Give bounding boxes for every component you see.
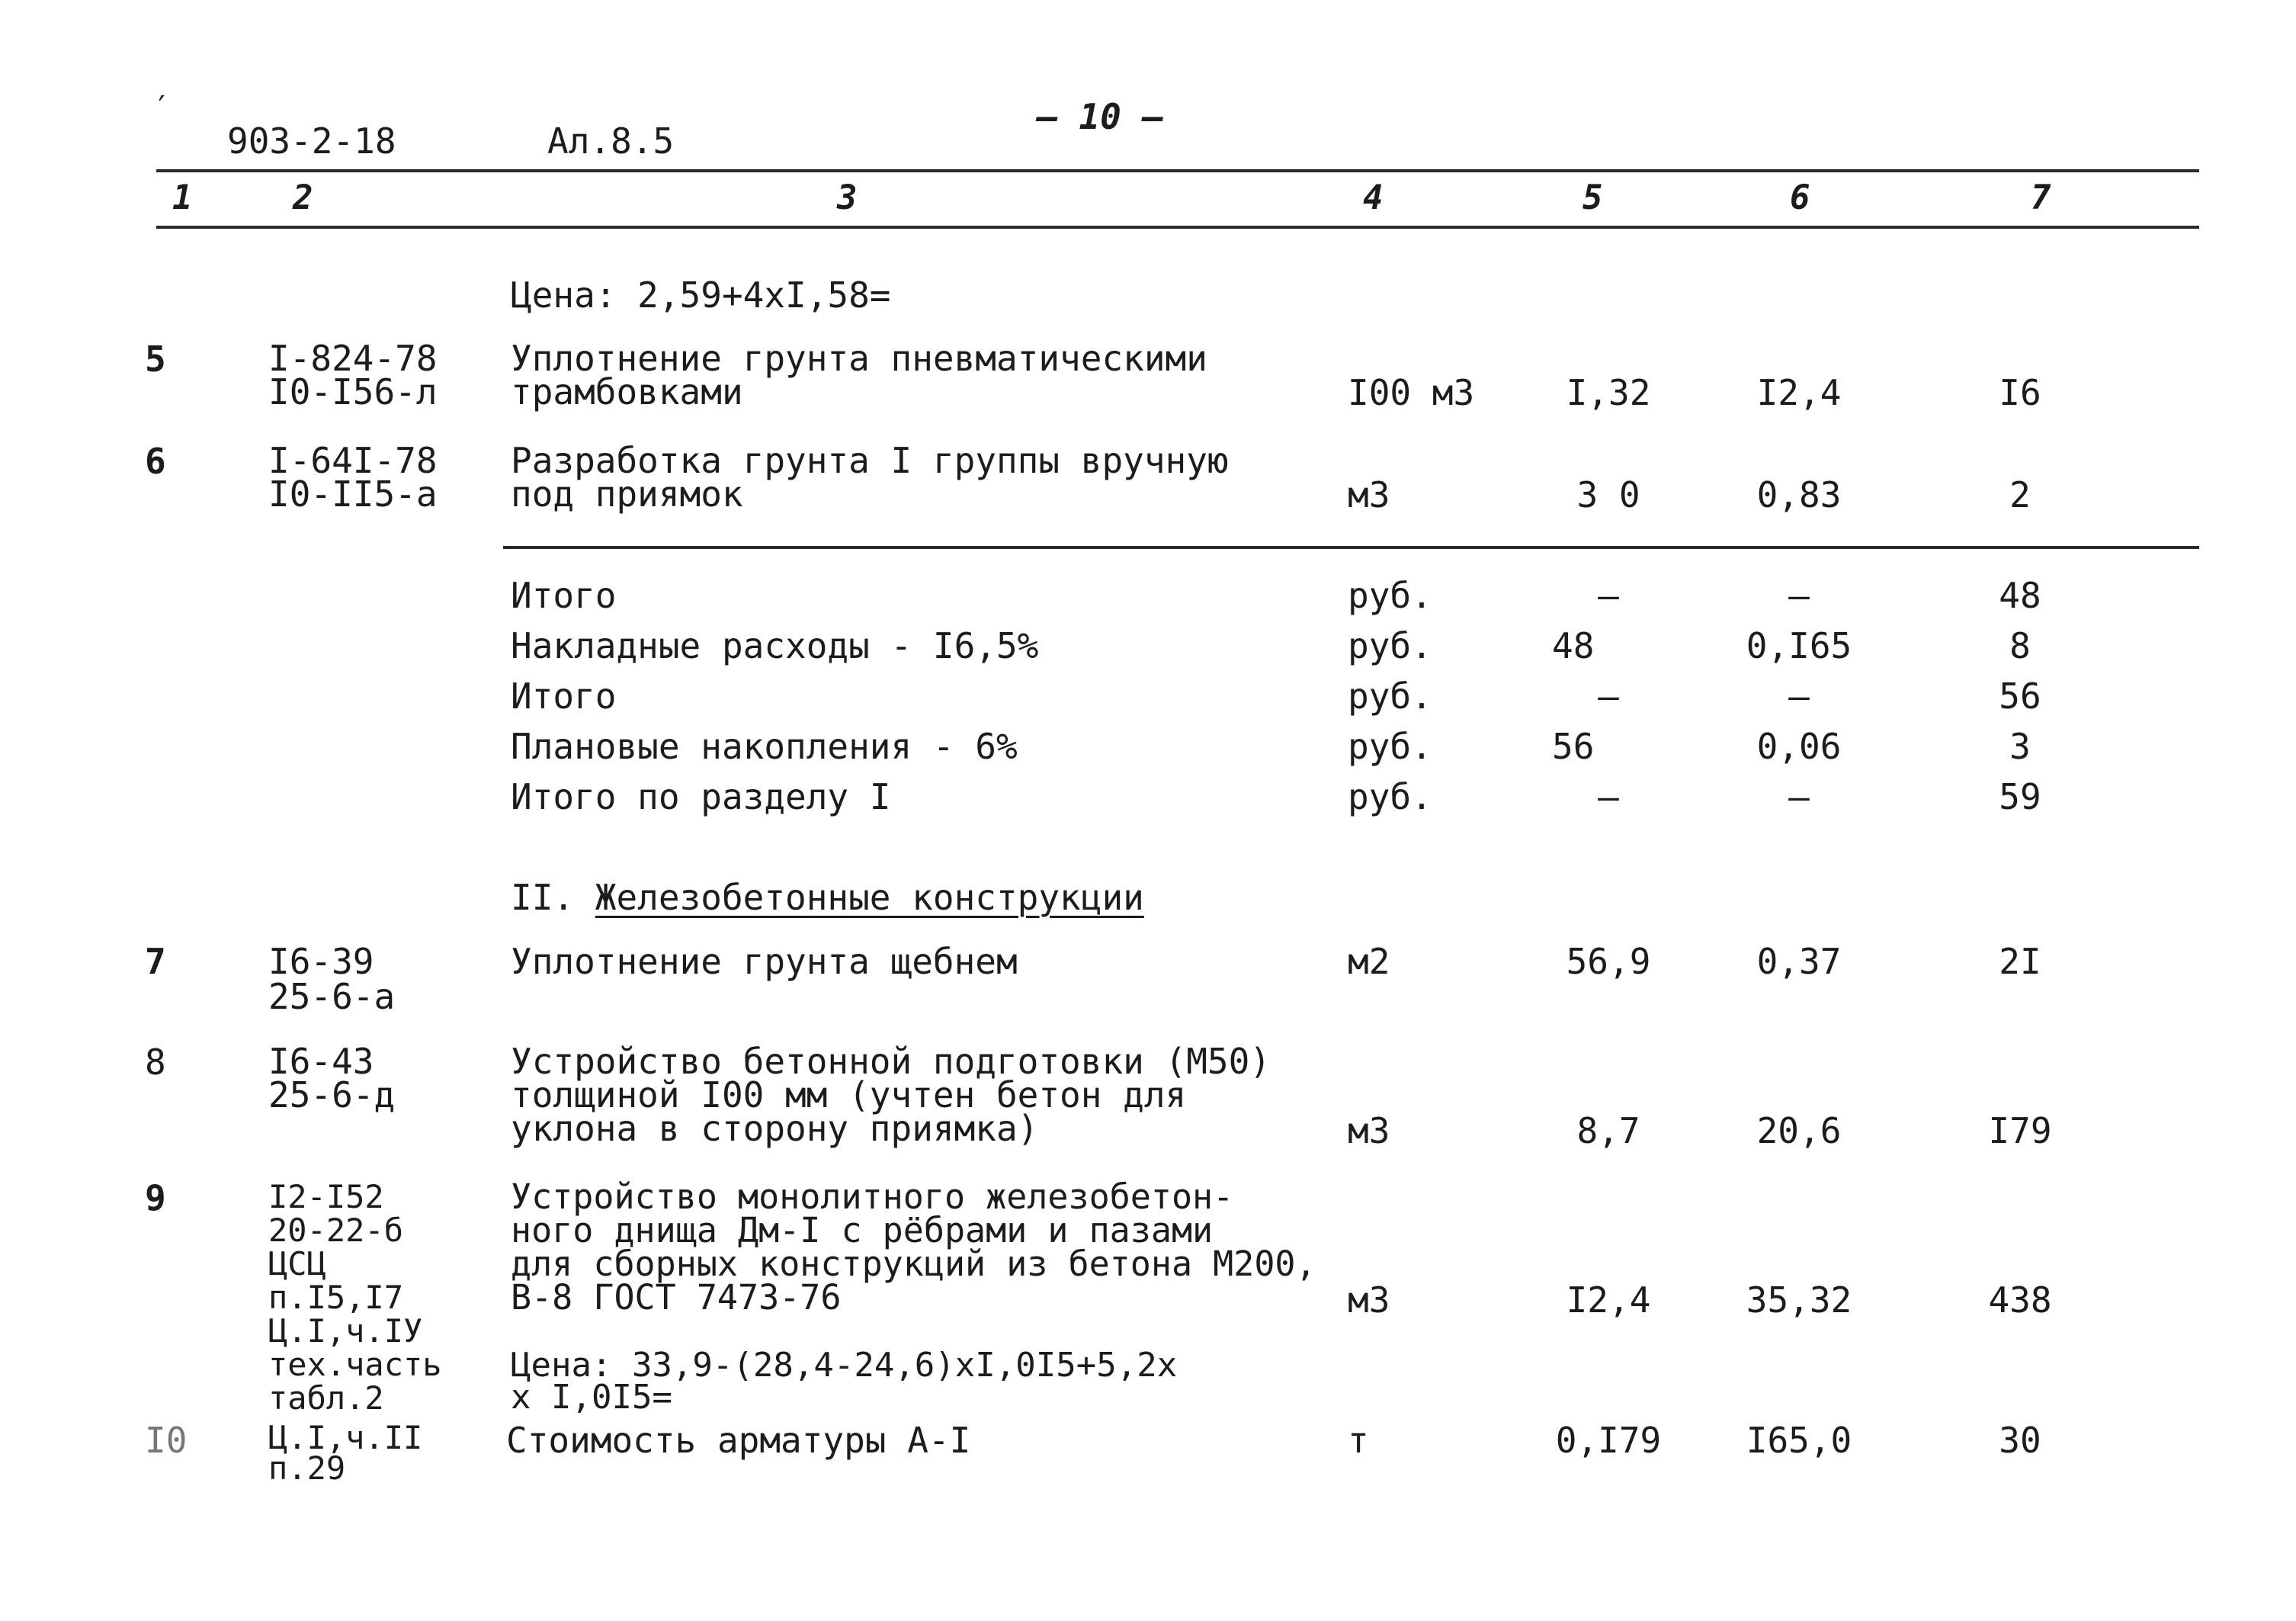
column-number-3: 3 [837, 178, 858, 217]
quantity: 3 0 [1576, 474, 1640, 515]
column-number-6: 6 [1790, 178, 1810, 217]
unit-price: I2,4 [1756, 372, 1842, 413]
quantity: I,32 [1566, 372, 1651, 413]
column-number-4: 4 [1363, 178, 1384, 217]
quantity: – [1598, 575, 1619, 616]
unit: м2 [1348, 941, 1390, 982]
unit-price: I65,0 [1746, 1420, 1852, 1461]
unit: руб. [1348, 726, 1432, 767]
unit: руб. [1348, 625, 1432, 666]
row-number: 8 [145, 1042, 166, 1083]
unit: м3 [1348, 1110, 1390, 1151]
planned-savings-label: Плановые накопления - 6% [511, 726, 1018, 767]
header-bottom-rule [156, 226, 2199, 229]
rate: 0,06 [1756, 726, 1842, 767]
price-note: Цена: 33,9-(28,4-24,6)хI,0I5+5,2х х I,0I5= [511, 1346, 1178, 1417]
work-description: Уплотнение грунта пневматическими трамбовками [511, 338, 1207, 412]
section-prefix: II. [511, 877, 595, 918]
norm-code: I6-39 25-6-а [268, 941, 396, 1017]
total-cost: 30 [1999, 1420, 2041, 1461]
section-title: Железобетонные конструкции [595, 877, 1144, 918]
quantity: 8,7 [1576, 1110, 1640, 1151]
total-cost: 2I [1999, 941, 2041, 982]
column-number-5: 5 [1583, 178, 1603, 217]
column-number-1: 1 [172, 178, 193, 217]
total-cost: 59 [1999, 776, 2041, 817]
total-cost: 3 [2009, 726, 2031, 767]
sheet-label: Ал.8.5 [547, 120, 675, 162]
quantity: – [1598, 776, 1619, 817]
page-number: — 10 — [1037, 96, 1164, 137]
unit: I00 м3 [1348, 372, 1475, 413]
total-cost: I6 [1999, 372, 2041, 413]
quantity: 0,I79 [1555, 1420, 1662, 1461]
section-heading [511, 877, 1144, 918]
work-description: Уплотнение грунта щебнем [511, 941, 1018, 982]
norm-code: I2-I52 20-22-б ЦСЦ п.I5,I7 Ц.I,ч.IУ тех.часть табл.2 [268, 1178, 442, 1417]
unit: м3 [1348, 474, 1390, 515]
row-number: 7 [145, 941, 166, 982]
unit: т [1348, 1420, 1369, 1461]
total-cost: 2 [2009, 474, 2031, 515]
total-cost: 56 [1999, 676, 2041, 717]
total-cost: 48 [1999, 575, 2041, 616]
unit-price: – [1788, 575, 1810, 616]
total-cost: 8 [2009, 625, 2031, 666]
rate: 0,I65 [1746, 625, 1852, 666]
row-number: 9 [145, 1177, 166, 1218]
work-description: Разработка грунта I группы вручную под приямок [511, 440, 1229, 515]
subtotal-label: Итого [511, 575, 617, 616]
unit: руб. [1348, 676, 1432, 717]
total-cost: 438 [1988, 1279, 2052, 1321]
unit: руб. [1348, 776, 1432, 817]
norm-code: I6-43 25-6-д [268, 1041, 396, 1115]
row-number: I0 [145, 1420, 188, 1461]
unit-price: 0,83 [1756, 474, 1842, 515]
section-total-label: Итого по разделу I [511, 776, 891, 817]
column-number-2: 2 [293, 178, 313, 217]
base-amount: 56 [1552, 726, 1595, 767]
unit: руб. [1348, 575, 1432, 616]
unit-price: – [1788, 676, 1810, 717]
quantity: 56,9 [1566, 941, 1651, 982]
row-number: 6 [145, 441, 166, 482]
overhead-label: Накладные расходы - I6,5% [511, 625, 1039, 666]
row-number: 5 [145, 339, 166, 380]
subtotal-rule [503, 546, 2199, 549]
corner-mark: ′ [152, 90, 172, 125]
quantity: – [1598, 676, 1619, 717]
column-number-7: 7 [2031, 178, 2051, 217]
unit-price: – [1788, 776, 1810, 817]
norm-code: Ц.I,ч.II п.29 [268, 1419, 423, 1487]
total-cost: I79 [1988, 1110, 2052, 1151]
header-top-rule [156, 169, 2199, 172]
work-description: Устройство бетонной подготовки (М50) толщиной I00 мм (учтен бетон для уклона в сторону приямка) [511, 1041, 1271, 1149]
work-description: Устройство монолитного железобетон- ного днища Дм-I с рёбрами и пазами для сборных конструкций из бетона М200, В-8 ГОСТ 7473-76 [511, 1176, 1316, 1318]
unit-price: 35,32 [1746, 1279, 1852, 1321]
document-code: 903-2-18 [227, 120, 396, 162]
norm-code: I-64I-78 I0-II5-а [268, 440, 438, 515]
price-note: Цена: 2,59+4хI,58= [511, 274, 891, 316]
unit-price: 20,6 [1756, 1110, 1842, 1151]
work-description: Стоимость арматуры А-I [506, 1420, 971, 1461]
quantity: I2,4 [1566, 1279, 1651, 1321]
base-amount: 48 [1552, 625, 1595, 666]
subtotal-label: Итого [511, 676, 617, 717]
unit: м3 [1348, 1279, 1390, 1321]
norm-code: I-824-78 I0-I56-л [268, 338, 438, 412]
unit-price: 0,37 [1756, 941, 1842, 982]
